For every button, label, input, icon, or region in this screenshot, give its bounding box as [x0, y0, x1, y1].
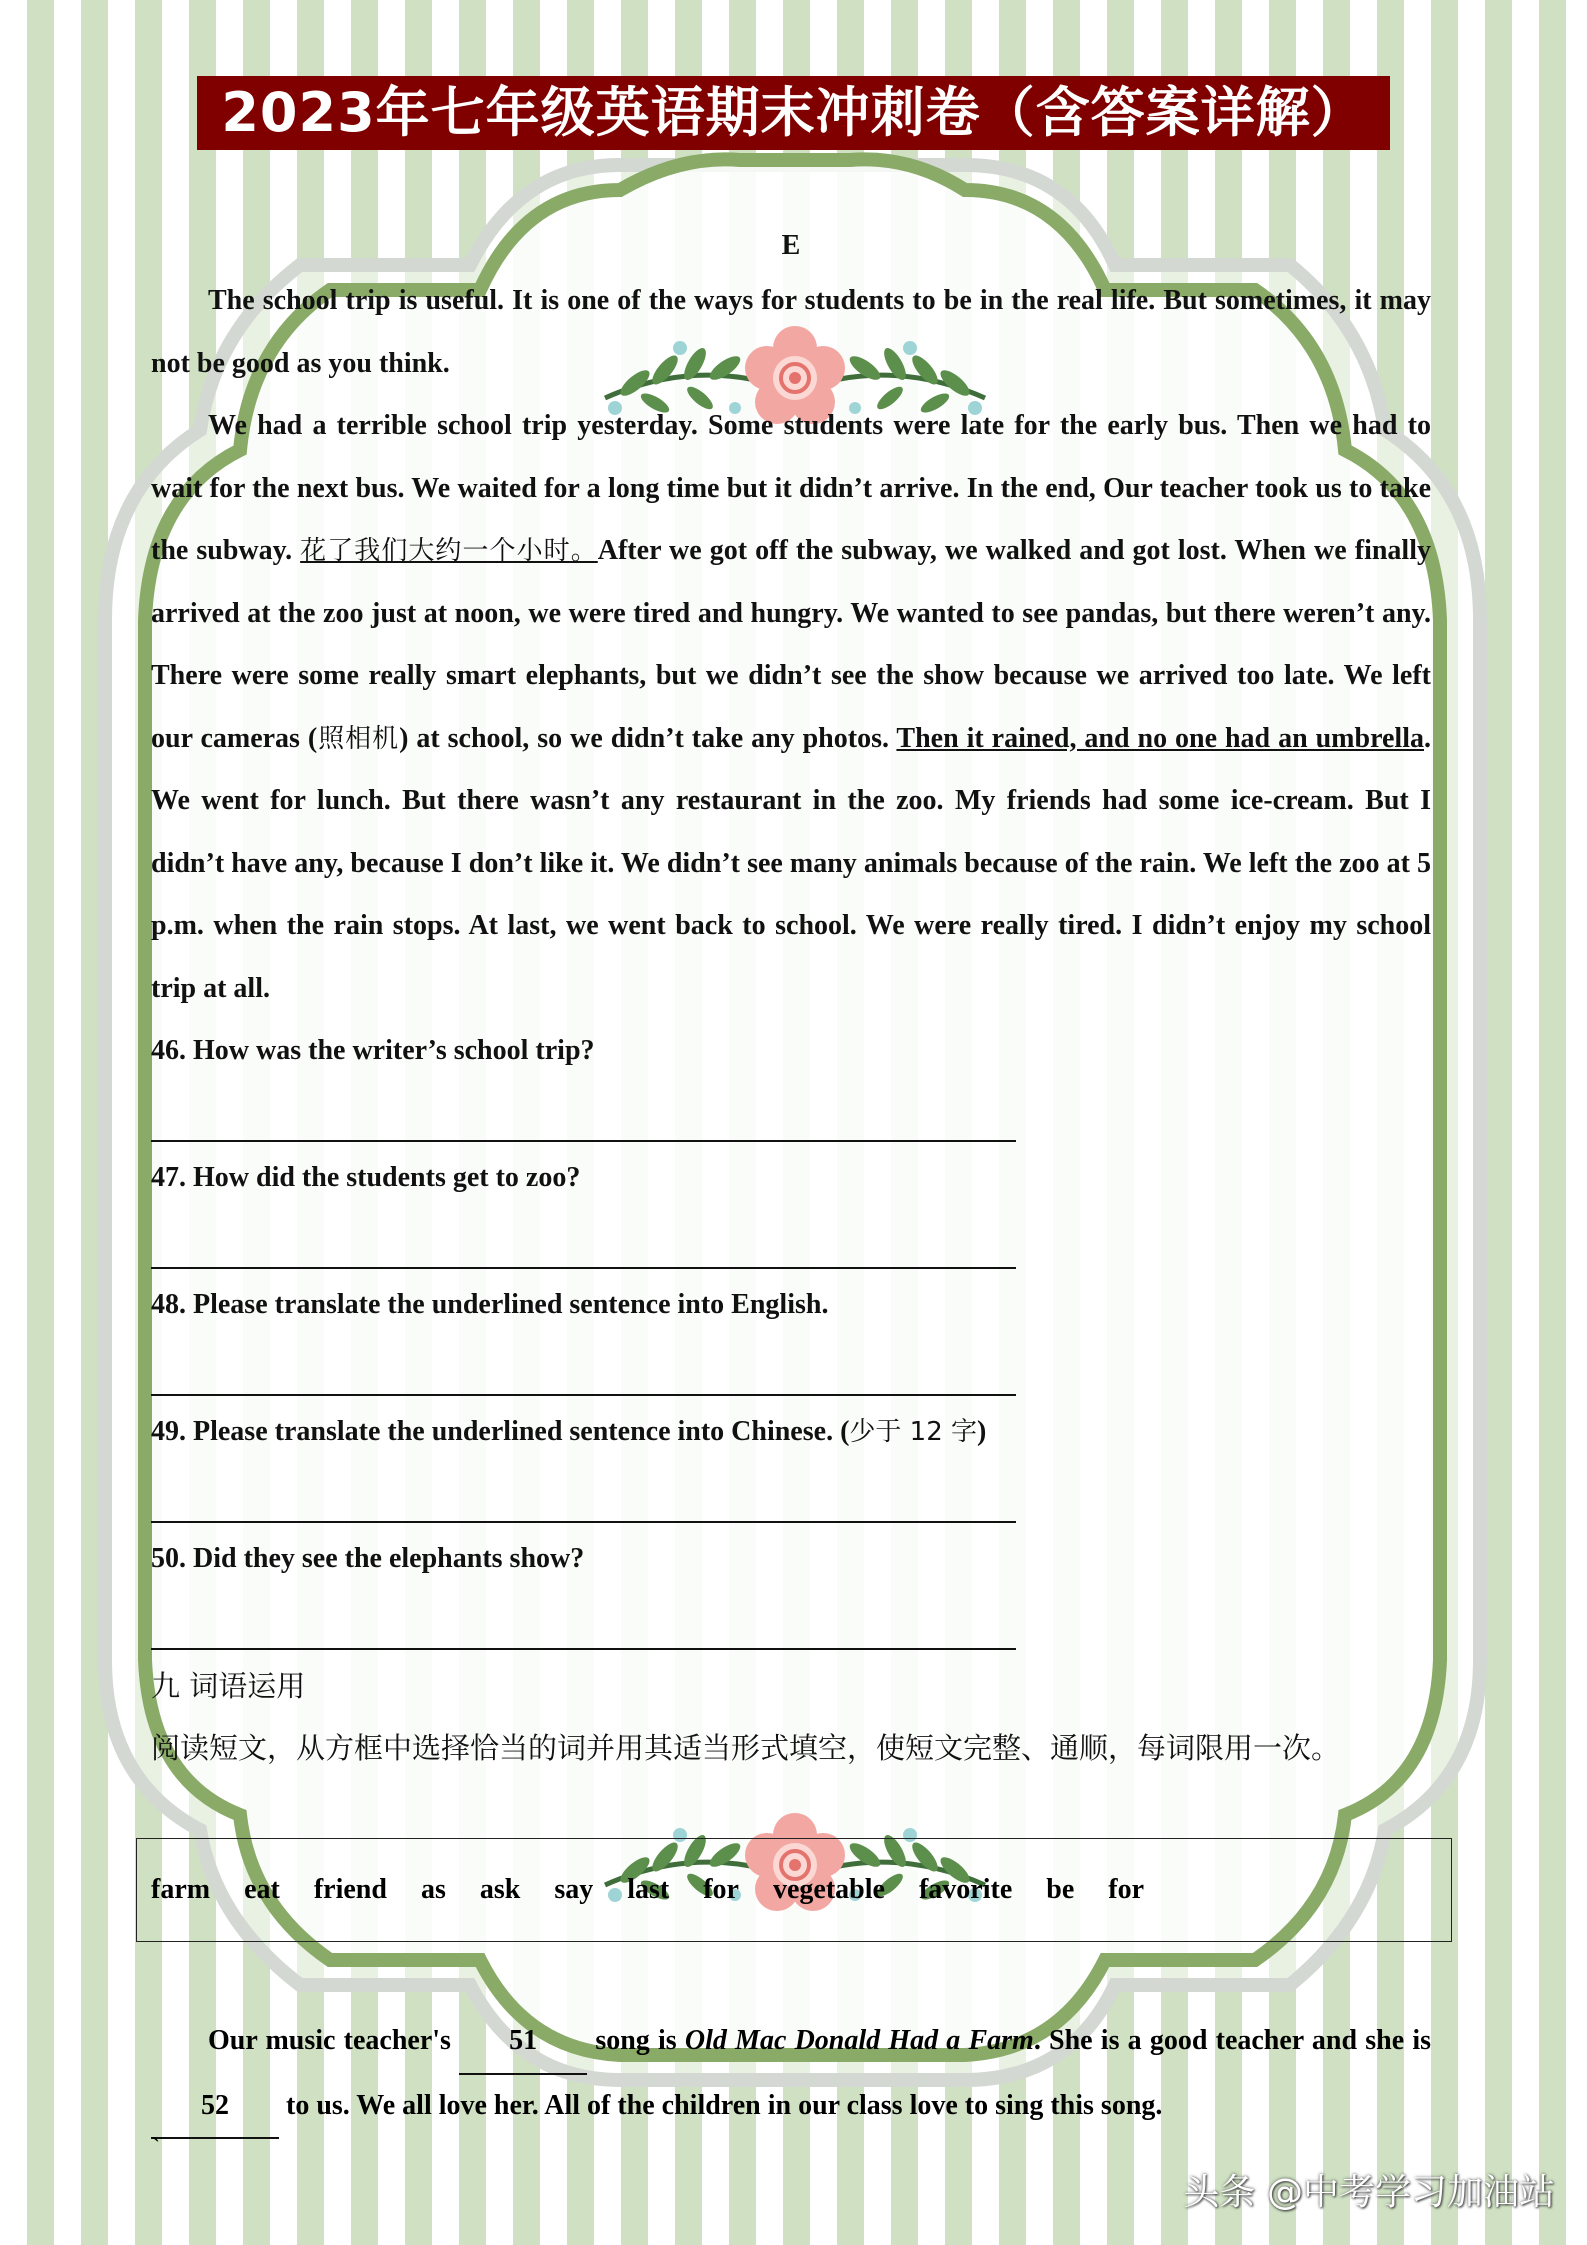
passage-text: ) at school, so we didn’t take any photos. [399, 722, 897, 754]
word-bank-item: for [703, 1874, 739, 1905]
blank-51[interactable]: 51 [459, 2010, 587, 2075]
question-48: 48. Please translate the underlined sentence into English. [151, 1289, 829, 1320]
section-letter: E [781, 230, 801, 261]
word-bank-item: friend [313, 1874, 387, 1905]
word-bank-item: ask [479, 1874, 521, 1905]
underlined-chinese-sentence: 花了我们大约一个小时。 [300, 536, 598, 566]
passage-text: . We went for lunch. But there wasn’t any restaurant in the zoo. My friends had some ice-cream. But I didn’t have any, because I don’t like it. We didn’t see many animals because of the rain. We left the zoo at 5 p.m. when the rain stops. At last, we went back to school. We were really tired. I didn’t enjoy my school trip at all. [151, 722, 1431, 1004]
question-50: 50. Did they see the elephants show? [151, 1543, 585, 1574]
stray-mark: ` [151, 2133, 161, 2164]
cloze-passage [151, 2010, 1432, 2164]
section-instruction: 阅读短文，从方框中选择恰当的词并用其适当形式填空，使短文完整、通顺，每词限用一次。 [151, 1731, 1341, 1765]
section-heading: 九 词语运用 [151, 1669, 306, 1703]
passage-text: After we got off the subway, we walked and got lost. When we finally arrived at the zoo just at noon, we were tired and hungry. We wanted to see pandas, but there weren’t any. There were some really smart elephants, but we didn’t see the show because we arrived too late. We left our cameras ( [151, 535, 1431, 754]
passage-text: We had a terrible school trip yesterday. Some students were late for the early bus. Then we had to wait for the next bus. We waited for a long time but it didn’t arrive. In the end, Our teacher took us to take the subway. [151, 410, 1431, 566]
word-bank-item: vegetable [773, 1874, 885, 1905]
page-title: 2023年七年级英语期末冲刺卷（含答案详解） [197, 76, 1390, 150]
song-title: Old Mac Donald Had a Farm [684, 2025, 1034, 2056]
blank-52[interactable]: 52 [151, 2075, 279, 2140]
question-49-limit: 少于 12 字 [849, 1417, 978, 1447]
answer-line-47[interactable] [151, 1209, 1016, 1269]
watermark: 头条 @中考学习加油站 [1183, 2172, 1555, 2213]
word-bank-item: say [554, 1874, 594, 1905]
word-bank-item: favorite [918, 1874, 1013, 1905]
passage-paragraph-2 [151, 395, 1431, 1020]
word-bank-item: as [420, 1874, 446, 1905]
word-bank-item: farm [151, 1874, 211, 1905]
answer-line-49[interactable] [151, 1463, 1016, 1523]
word-bank-item: eat [244, 1874, 280, 1905]
answer-line-46[interactable] [151, 1082, 1016, 1142]
answer-line-48[interactable] [151, 1336, 1016, 1396]
question-46: 46. How was the writer’s school trip? [151, 1035, 595, 1066]
question-49-text: 49. Please translate the underlined sentence into Chinese. [151, 1416, 834, 1447]
answer-line-50[interactable] [151, 1590, 1016, 1650]
underlined-english-sentence: Then it rained, and no one had an umbrella [896, 722, 1424, 754]
reading-section [151, 226, 1431, 1779]
camera-gloss: 照相机 [317, 723, 400, 754]
word-bank-item: for [1108, 1874, 1145, 1905]
question-47: 47. How did the students get to zoo? [151, 1162, 581, 1193]
question-49: 49. Please translate the underlined sentence into Chinese. (少于 12 字) [151, 1416, 987, 1447]
word-bank-item: be [1046, 1874, 1075, 1905]
cloze-paragraph: Our music teacher's 51 song is Old Mac Donald Had a Farm. She is a good teacher and she is 52 to us. We all love her. All of the children in our class love to sing this song. [151, 2010, 1431, 2139]
passage-paragraph-1: The school trip is useful. It is one of the ways for students to be in the real life. But sometimes, it may not be good as you think. [151, 285, 1431, 379]
word-bank-box [136, 1838, 1452, 1942]
word-bank-item: last [627, 1874, 670, 1905]
